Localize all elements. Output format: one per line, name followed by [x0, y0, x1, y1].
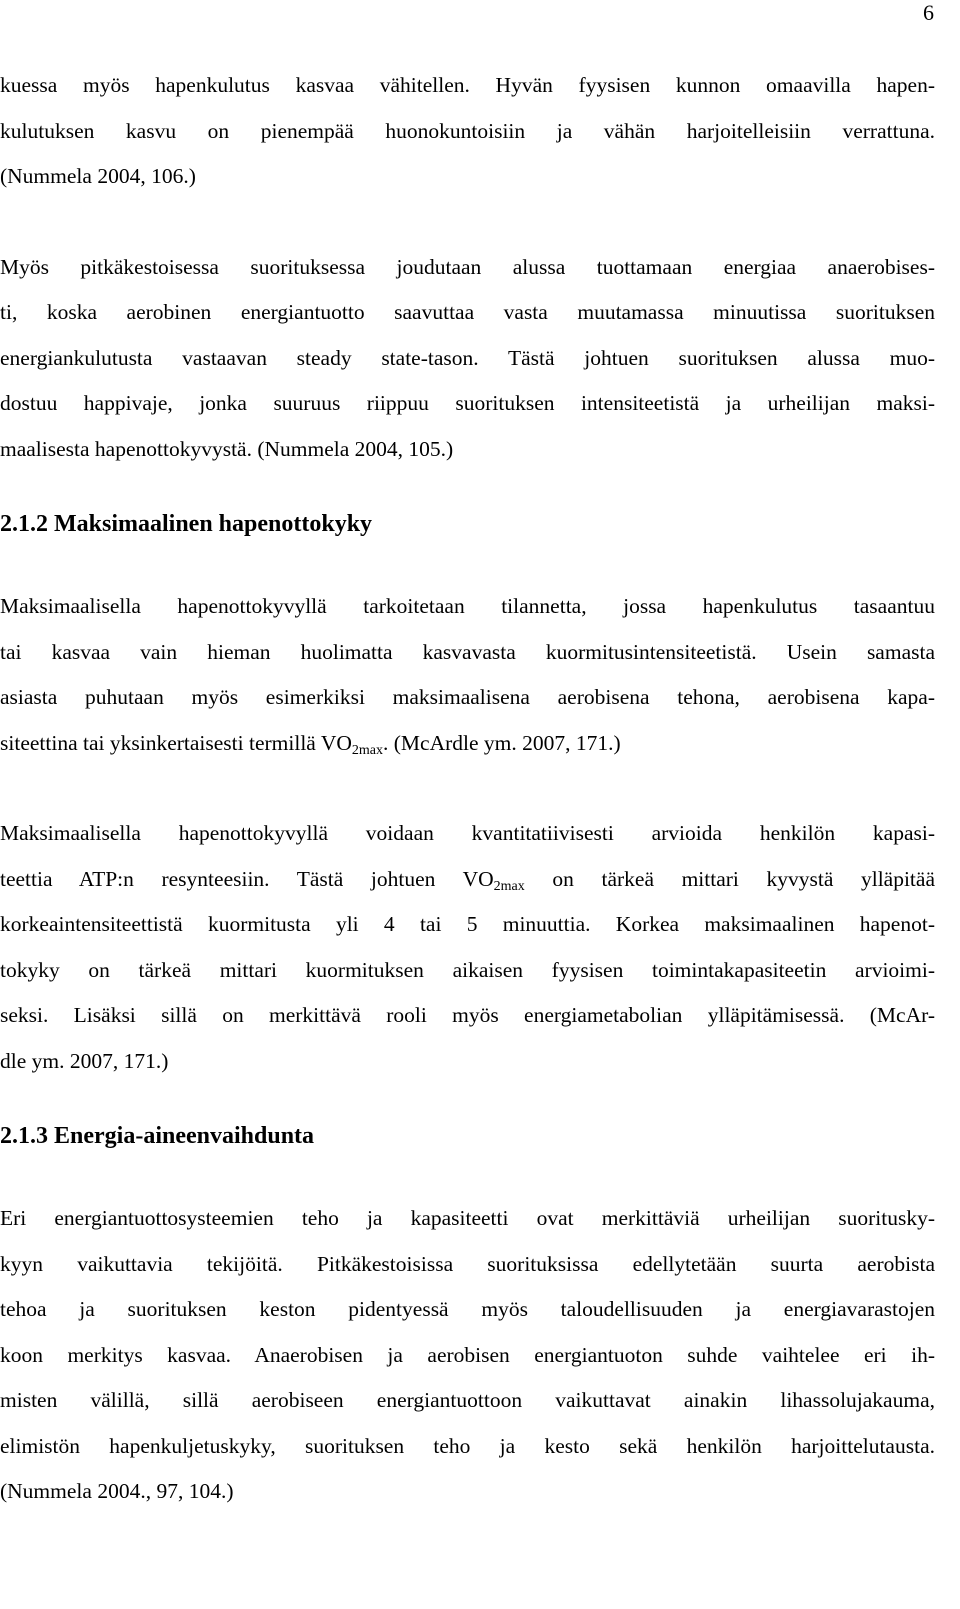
text-line: (Nummela 2004, 106.)	[0, 164, 196, 188]
text-line: koon merkitys kasvaa. Anaerobisen ja aerobisen energiantuoton suhde vaihtelee eri ih-	[0, 1342, 935, 1367]
text-line: Myös pitkäkestoisessa suorituksessa joudutaan alussa tuottamaan energiaa anaerobises-	[0, 254, 935, 279]
text-line: Maksimaalisella hapenottokyvyllä voidaan kvantitatiivisesti arvioida henkilön kapasi-	[0, 821, 935, 845]
text-line: tokyky on tärkeä mittari kuormituksen aikaisen fyysisen toimintakapasiteetin arvioimi-	[0, 957, 935, 982]
text-line: asiasta puhutaan myös esimerkiksi maksimaalisena aerobisena tehona, aerobisena kapa-	[0, 685, 935, 709]
text-line: misten välillä, sillä aerobiseen energiantuottoon vaikuttavat ainakin lihassolujakauma,	[0, 1388, 935, 1412]
text-line: energiankulutusta vastaavan steady state-tason. Tästä johtuen suorituksen alussa muo-	[0, 345, 935, 370]
text-line: dostuu happivaje, jonka suuruus riippuu suorituksen intensiteetistä ja urheilijan maksi-	[0, 391, 935, 415]
text-line: kyyn vaikuttavia tekijöitä. Pitkäkestoisissa suorituksissa edellytetään suurta aerobista	[0, 1251, 935, 1276]
text-line: Eri energiantuottosysteemien teho ja kapasiteetti ovat merkittäviä urheilijan suoritusky-	[0, 1206, 935, 1230]
text-line: seksi. Lisäksi sillä on merkittävä rooli myös energiametabolian ylläpitämisessä. (McAr-	[0, 1003, 935, 1027]
paragraph-energy-metabolism	[0, 1196, 935, 1515]
text-line: korkeaintensiteettistä kuormitusta yli 4 tai 5 minuuttia. Korkea maksimaalinen hapenot-	[0, 912, 935, 936]
text-line: kuessa myös hapenkulutus kasvaa vähitellen. Hyvän fyysisen kunnon omaavilla hapen-	[0, 73, 935, 97]
paragraph-anaerobic-start	[0, 245, 935, 473]
text-line	[0, 721, 935, 767]
paragraph-continuation	[0, 63, 935, 200]
text-segment: . (McArdle ym. 2007, 171.)	[383, 730, 621, 755]
subscript: 2max	[351, 742, 383, 758]
section-heading-2-1-3: 2.1.3 Energia-aineenvaihdunta	[0, 1123, 315, 1149]
page-number: 6	[923, 0, 934, 25]
subscript: 2max	[493, 878, 525, 894]
paragraph-vo2max-definition	[0, 584, 935, 766]
text-segment: siteettina tai yksinkertaisesti termillä VO	[0, 730, 352, 755]
text-line: ti, koska aerobinen energiantuotto saavuttaa vasta muutamassa minuutissa suorituksen	[0, 300, 935, 324]
section-heading-2-1-2: 2.1.2 Maksimaalinen hapenottokyky	[0, 511, 373, 537]
text-line: elimistön hapenkuljetuskyky, suorituksen teho ja kesto sekä henkilön harjoittelutausta.	[0, 1433, 935, 1458]
text-line: kulutuksen kasvu on pienempää huonokuntoisiin ja vähän harjoitelleisiin verrattuna.	[0, 118, 935, 143]
text-line	[0, 857, 935, 903]
text-line: tai kasvaa vain hieman huolimatta kasvavasta kuormitusintensiteetistä. Usein samasta	[0, 639, 935, 664]
text-line: tehoa ja suorituksen keston pidentyessä myös taloudellisuuden ja energiavarastojen	[0, 1297, 935, 1321]
text-line: maalisesta hapenottokyvystä. (Nummela 2004, 105.)	[0, 436, 454, 461]
paragraph-vo2max-importance	[0, 811, 935, 1084]
text-line: dle ym. 2007, 171.)	[0, 1048, 169, 1073]
document-body	[0, 63, 935, 1515]
text-segment: teettia ATP:n resynteesiin. Tästä johtuen VO	[0, 866, 494, 891]
text-segment: on tärkeä mittari kyvystä ylläpitää	[524, 866, 935, 891]
text-line: (Nummela 2004., 97, 104.)	[0, 1479, 234, 1503]
text-line: Maksimaalisella hapenottokyvyllä tarkoitetaan tilannetta, jossa hapenkulutus tasaantuu	[0, 594, 935, 618]
